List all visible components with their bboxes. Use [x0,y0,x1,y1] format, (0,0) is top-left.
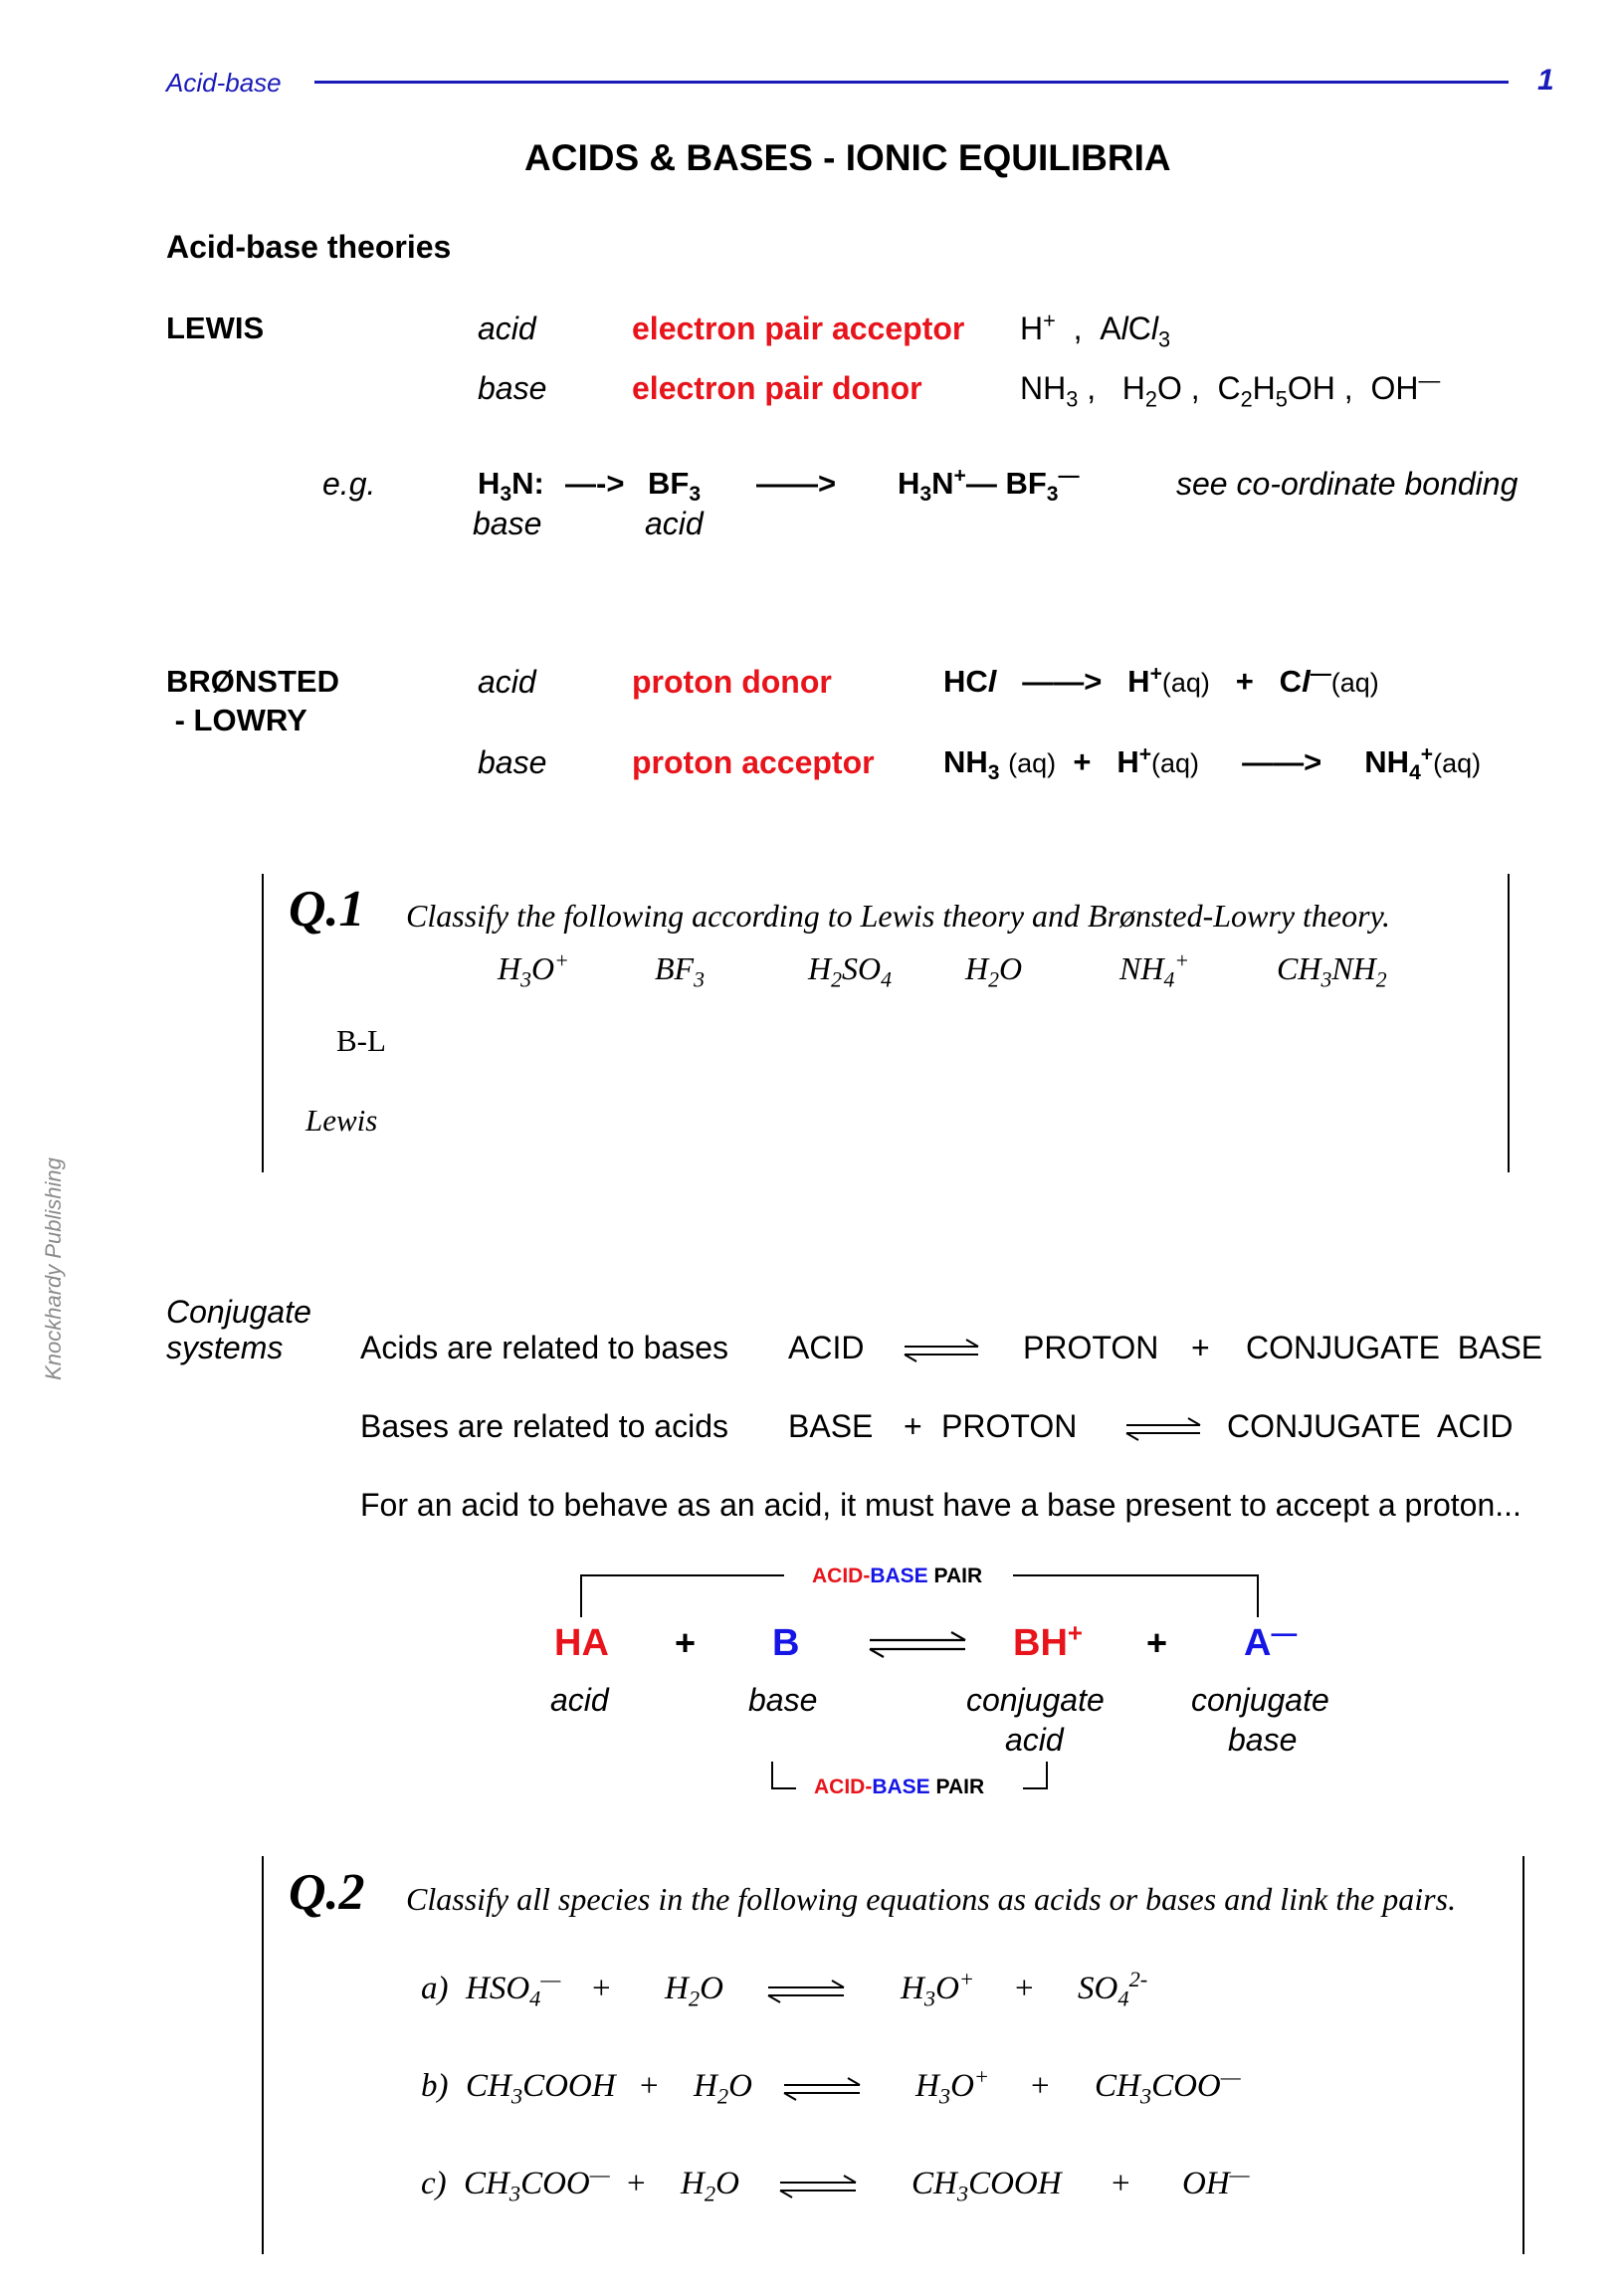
lewis-acid-example-2: AlCl$_3$ [1100,311,1171,352]
pair-label-top: ACID-BASE PAIR [812,1565,983,1587]
q2-eq-c-p1: $CH_3COOH$ [912,2166,1062,2206]
label-conjugate-acid-1: conjugate [966,1682,1105,1718]
q1-species-5: $NH_4^+$ [1119,948,1190,992]
q2-eq-a-plus-2: + [1015,1971,1034,2006]
q2-eq-c-r1: $CH_3COO^—$ [464,2162,610,2206]
label-conjugate-base-1: conjugate [1191,1682,1329,1718]
lewis-base-examples: $NH_3$ , $H_2O$ , $C_2H_5OH$ , OH— [1020,367,1441,412]
q2-eq-c-p2: OH— [1182,2162,1250,2201]
conjugate-label-2: systems [166,1330,284,1365]
lewis-base-definition: electron pair donor [632,370,922,406]
q2-eq-a-plus-1: + [592,1971,611,2006]
q2-eq-c-arrow [776,2174,860,2199]
q2-eq-a-p2: $SO_4^{2-}$ [1078,1967,1148,2011]
conjugate-line1-proton: PROTON [1023,1330,1159,1365]
q2-right-border [1522,1856,1524,2254]
q2-eq-a-arrow [764,1979,848,2004]
q2-prompt: Classify all species in the following equations as acids or bases and link the pairs. [406,1881,1457,1917]
q2-eq-b-label: b) [421,2068,449,2104]
q2-eq-b-p2: $CH_3COO^—$ [1095,2064,1241,2109]
conjugate-line1-text: Acids are related to bases [360,1330,728,1365]
eg-reactant-1: $H_3N$: [478,466,544,507]
bronsted-label-2: - LOWRY [166,703,307,737]
pair-bracket-lines [567,1567,1274,1796]
lewis-acid-definition: electron pair acceptor [632,311,965,346]
conjugate-line1-conj-base: CONJUGATE BASE [1246,1330,1543,1365]
page-number: 1 [1537,64,1554,97]
q2-eq-a-r1: $HSO_4^—$ [466,1967,561,2011]
q2-eq-b-r2: $H_2O$ [694,2068,752,2109]
q2-eq-c-plus-2: + [1112,2166,1130,2201]
q1-row-bl: B-L [336,1023,386,1058]
q2-eq-b-plus-2: + [1031,2068,1050,2104]
q1-species-6: $CH_3NH_2$ [1277,950,1387,992]
q2-eq-a-r2: $H_2O$ [665,1971,723,2011]
eg-reactant-2: $BF_3$ [648,466,702,507]
equilibrium-arrow-1 [901,1338,982,1363]
q2-eq-c-r2: $H_2O$ [681,2166,739,2206]
page-title: ACIDS & BASES - IONIC EQUILIBRIA [524,137,1171,178]
section-heading: Acid-base theories [166,229,452,265]
q2-eq-b-p1: $H_3O^+$ [915,2064,990,2109]
eg-acid-label: acid [645,506,704,541]
conjugate-line2-text: Bases are related to acids [360,1408,728,1444]
running-title: Acid-base [166,68,282,98]
eg-arrow-2: ——> [756,466,837,501]
q1-number: Q.1 [289,881,365,938]
q2-eq-a-p1: $H_3O^+$ [901,1967,975,2011]
conjugate-line1-left: ACID [788,1330,865,1365]
bronsted-label-1: BRØNSTED [166,664,339,699]
equilibrium-arrow-2 [1122,1416,1204,1442]
eg-base-label: base [473,506,542,541]
q2-eq-b-plus-1: + [640,2068,659,2104]
conjugate-line2-plus: + [904,1408,922,1444]
species-b: B [772,1622,800,1664]
label-conjugate-base-2: base [1228,1722,1298,1758]
label-acid: acid [550,1682,609,1718]
header-rule [314,81,1509,84]
species-bh: BH+ [1013,1619,1083,1664]
side-credit: Knockhardy Publishing [41,1157,66,1380]
label-conjugate-acid-2: acid [1005,1722,1064,1758]
bronsted-acid-equation: HCl ——> H+(aq) + Cl—(aq) [943,662,1379,699]
lewis-acid-examples: H+ , AlCl$_3$ [1020,308,1171,352]
q1-species-2: $BF_3$ [655,950,705,992]
q1-row-lewis: Lewis [305,1103,378,1138]
conjugate-label-1: Conjugate [166,1294,311,1330]
plus-1: + [675,1622,697,1663]
q2-left-border [262,1856,264,2254]
conjugate-line3-text: For an acid to behave as an acid, it must have a base present to accept a proton... [360,1487,1521,1523]
conjugate-line2-left: BASE [788,1408,874,1444]
q1-right-border [1508,874,1510,1172]
q2-eq-b-arrow [780,2076,864,2102]
species-a-minus: A— [1244,1619,1298,1664]
q1-left-border [262,874,264,1172]
species-ha: HA [554,1622,609,1664]
see-coordinate-note: see co-ordinate bonding [1176,466,1519,502]
q2-eq-a-label: a) [421,1971,449,2006]
q2-eq-c-label: c) [421,2166,447,2201]
conjugate-line2-proton: PROTON [941,1408,1078,1444]
equilibrium-arrow-3 [866,1630,969,1658]
label-base: base [748,1682,818,1718]
eg-label: e.g. [322,466,376,502]
q2-eq-b-r1: $CH_3COOH$ [466,2068,616,2109]
eg-product: $H_3N^+—$ $BF_3^—$ [898,464,1080,507]
conjugate-line1-plus: + [1191,1330,1210,1365]
bronsted-acid-definition: proton donor [632,664,832,700]
bronsted-base-word: base [478,744,547,780]
lewis-base-word: base [478,370,547,406]
conjugate-line2-conj-acid: CONJUGATE ACID [1227,1408,1514,1444]
q1-species-4: $H_2O$ [965,950,1023,992]
bronsted-acid-word: acid [478,664,536,700]
pair-label-bottom: ACID-BASE PAIR [814,1775,985,1798]
bronsted-base-definition: proton acceptor [632,744,875,780]
lewis-acid-word: acid [478,311,536,346]
plus-2: + [1146,1622,1168,1663]
lewis-acid-example-1: H+ [1020,308,1056,346]
q1-prompt: Classify the following according to Lewis theory and Brønsted-Lowry theory. [406,898,1390,934]
q1-species-3: $H_2SO_4$ [808,950,892,992]
q2-number: Q.2 [289,1864,365,1921]
lewis-label: LEWIS [166,311,265,345]
q2-eq-c-plus-1: + [627,2166,646,2201]
eg-arrow-1: —-> [565,466,625,501]
q1-species-1: $H_3O^+$ [498,948,569,992]
bronsted-base-equation: $NH_3$ (aq) + H+(aq) ——> $NH_4^+(aq)$ [943,742,1482,785]
